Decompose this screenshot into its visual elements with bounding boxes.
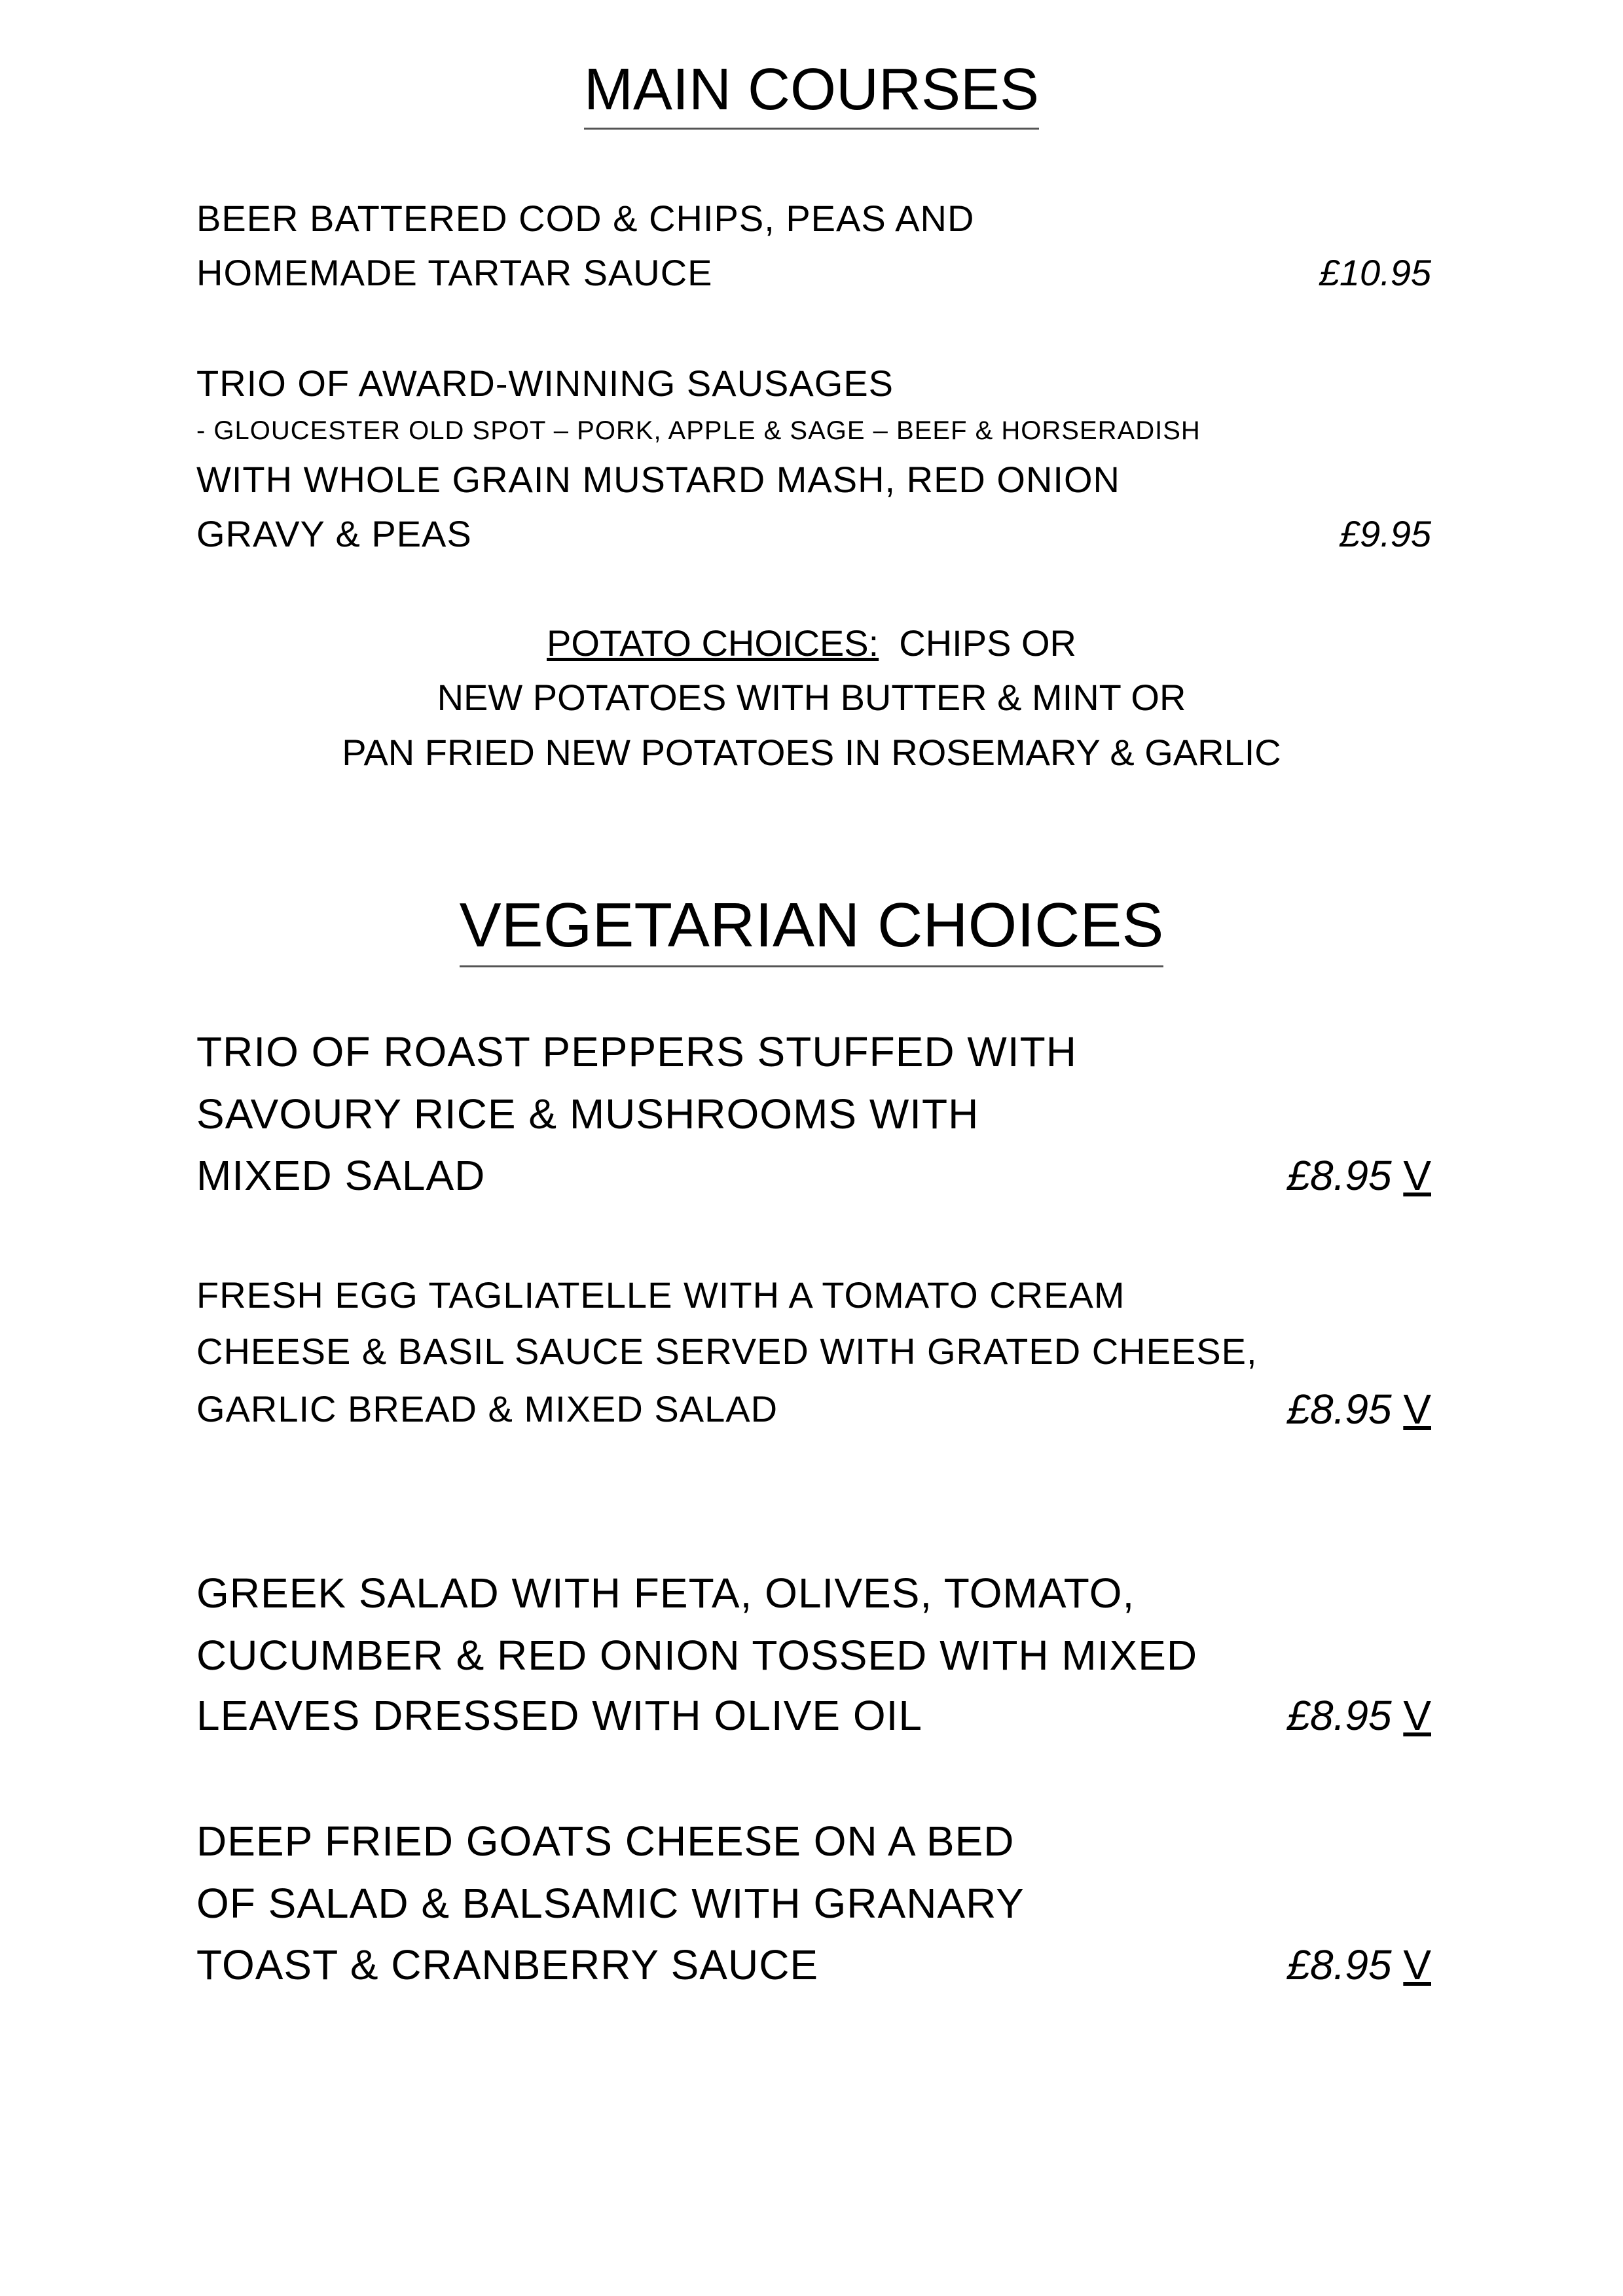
vegetarian-badge: V bbox=[1403, 1386, 1431, 1433]
item-price: £9.95 bbox=[1339, 513, 1431, 554]
item-price: £8.95 V bbox=[1286, 1692, 1431, 1739]
item-price: £8.95 V bbox=[1286, 1386, 1431, 1433]
potato-option: CHIPS OR bbox=[899, 622, 1076, 664]
item-line: GRAVY & PEAS bbox=[196, 513, 472, 554]
item-line: FRESH EGG TAGLIATELLE WITH A TOMATO CREAM bbox=[196, 1274, 1125, 1316]
item-line: TRIO OF ROAST PEPPERS STUFFED WITH bbox=[196, 1028, 1077, 1075]
item-line: GREEK SALAD WITH FETA, OLIVES, TOMATO, bbox=[196, 1570, 1135, 1617]
item-line: TOAST & CRANBERRY SAUCE bbox=[196, 1941, 819, 1988]
potato-label: POTATO CHOICES: bbox=[547, 622, 879, 664]
item-price: £8.95 V bbox=[1286, 1152, 1431, 1199]
item-line: CHEESE & BASIL SAUCE SERVED WITH GRATED CHEESE, bbox=[196, 1331, 1258, 1372]
item-price: £8.95 V bbox=[1286, 1941, 1431, 1988]
item-subline: - GLOUCESTER OLD SPOT – PORK, APPLE & SAGE – BEEF & HORSERADISH bbox=[196, 416, 1201, 445]
item-line: SAVOURY RICE & MUSHROOMS WITH bbox=[196, 1090, 979, 1138]
item-line: MIXED SALAD bbox=[196, 1152, 486, 1199]
item-line: LEAVES DRESSED WITH OLIVE OIL bbox=[196, 1692, 922, 1739]
item-line: GARLIC BREAD & MIXED SALAD bbox=[196, 1388, 778, 1429]
item-line: WITH WHOLE GRAIN MUSTARD MASH, RED ONION bbox=[196, 459, 1120, 500]
item-line: BEER BATTERED COD & CHIPS, PEAS AND bbox=[196, 198, 975, 239]
item-line: CUCUMBER & RED ONION TOSSED WITH MIXED bbox=[196, 1632, 1198, 1679]
item-line: OF SALAD & BALSAMIC WITH GRANARY bbox=[196, 1880, 1025, 1927]
main-courses-heading: MAIN COURSES bbox=[0, 60, 1623, 119]
potato-option: NEW POTATOES WITH BUTTER & MINT OR bbox=[437, 677, 1186, 718]
item-price: £10.95 bbox=[1319, 252, 1431, 293]
vegetarian-badge: V bbox=[1403, 1941, 1431, 1988]
potato-option: PAN FRIED NEW POTATOES IN ROSEMARY & GARLIC bbox=[342, 732, 1281, 773]
potato-line bbox=[0, 622, 1623, 664]
vegetarian-badge: V bbox=[1403, 1152, 1431, 1199]
item-line: HOMEMADE TARTAR SAUCE bbox=[196, 252, 713, 293]
vegetarian-badge: V bbox=[1403, 1692, 1431, 1739]
item-line: DEEP FRIED GOATS CHEESE ON A BED bbox=[196, 1818, 1015, 1865]
vegetarian-heading: VEGETARIAN CHOICES bbox=[0, 894, 1623, 957]
item-line: TRIO OF AWARD-WINNING SAUSAGES bbox=[196, 363, 894, 404]
